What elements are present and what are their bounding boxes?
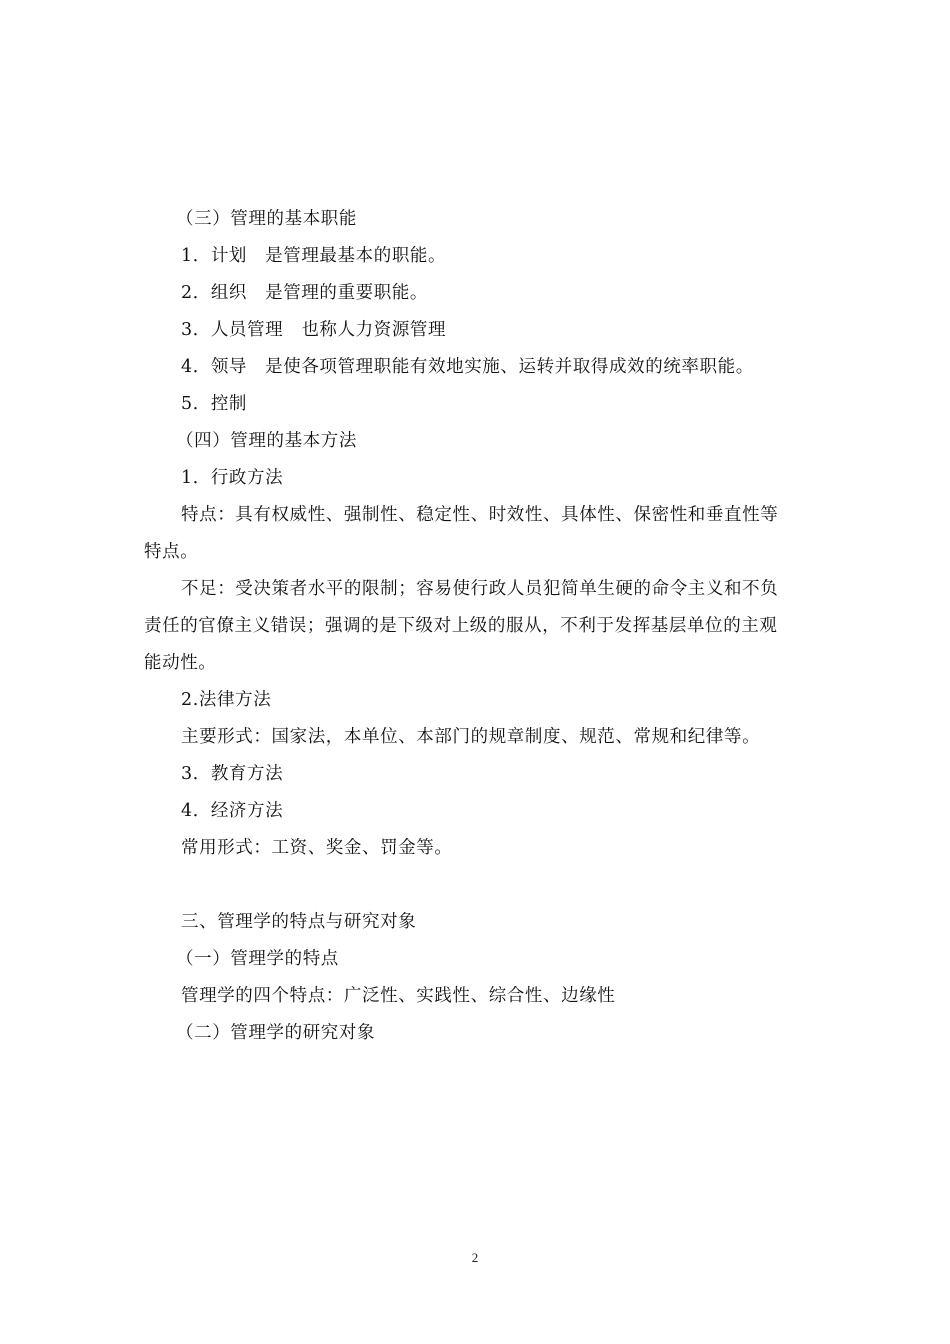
- section-heading-characteristics: （一）管理学的特点: [176, 949, 339, 969]
- list-item-controlling: 5．控制: [181, 394, 248, 414]
- list-item-planning: 1．计划 是管理最基本的职能。: [181, 246, 447, 266]
- list-item-organizing: 2．组织 是管理的重要职能。: [181, 283, 429, 303]
- paragraph-line: 常用形式：工资、奖金、罚金等。: [181, 838, 453, 858]
- list-item-education-method: 3．教育方法: [181, 764, 284, 784]
- section-heading-research-object: （二）管理学的研究对象: [176, 1023, 376, 1043]
- paragraph-line: 不足：受决策者水平的限制；容易使行政人员犯简单生硬的命令主义和不负: [181, 579, 779, 599]
- blank-line: [144, 867, 808, 904]
- section-heading-basic-functions: （三）管理的基本职能: [176, 209, 357, 229]
- list-item-leading: 4．领导 是使各项管理职能有效地实施、运转并取得成效的统率职能。: [181, 357, 754, 377]
- chapter-heading-characteristics: 三、管理学的特点与研究对象: [181, 912, 417, 932]
- paragraph-line: 特点。: [144, 542, 199, 562]
- list-item-legal-method: 2.法律方法: [181, 690, 272, 710]
- section-heading-basic-methods: （四）管理的基本方法: [176, 431, 357, 451]
- paragraph-line: 主要形式：国家法，本单位、本部门的规章制度、规范、常规和纪律等。: [181, 727, 761, 747]
- list-item-administrative-method: 1．行政方法: [181, 468, 284, 488]
- list-item-staffing: 3．人员管理 也称人力资源管理: [181, 320, 447, 340]
- paragraph-line: 能动性。: [144, 653, 217, 673]
- list-item-economic-method: 4．经济方法: [181, 801, 284, 821]
- document-body: [144, 201, 808, 1052]
- paragraph-line: 特点：具有权威性、强制性、稳定性、时效性、具体性、保密性和垂直性等: [181, 505, 779, 525]
- paragraph-line: 管理学的四个特点：广泛性、实践性、综合性、边缘性: [181, 986, 616, 1006]
- page-number: 2: [471, 1250, 479, 1265]
- paragraph-line: 责任的官僚主义错误；强调的是下级对上级的服从，不利于发挥基层单位的主观: [144, 616, 778, 636]
